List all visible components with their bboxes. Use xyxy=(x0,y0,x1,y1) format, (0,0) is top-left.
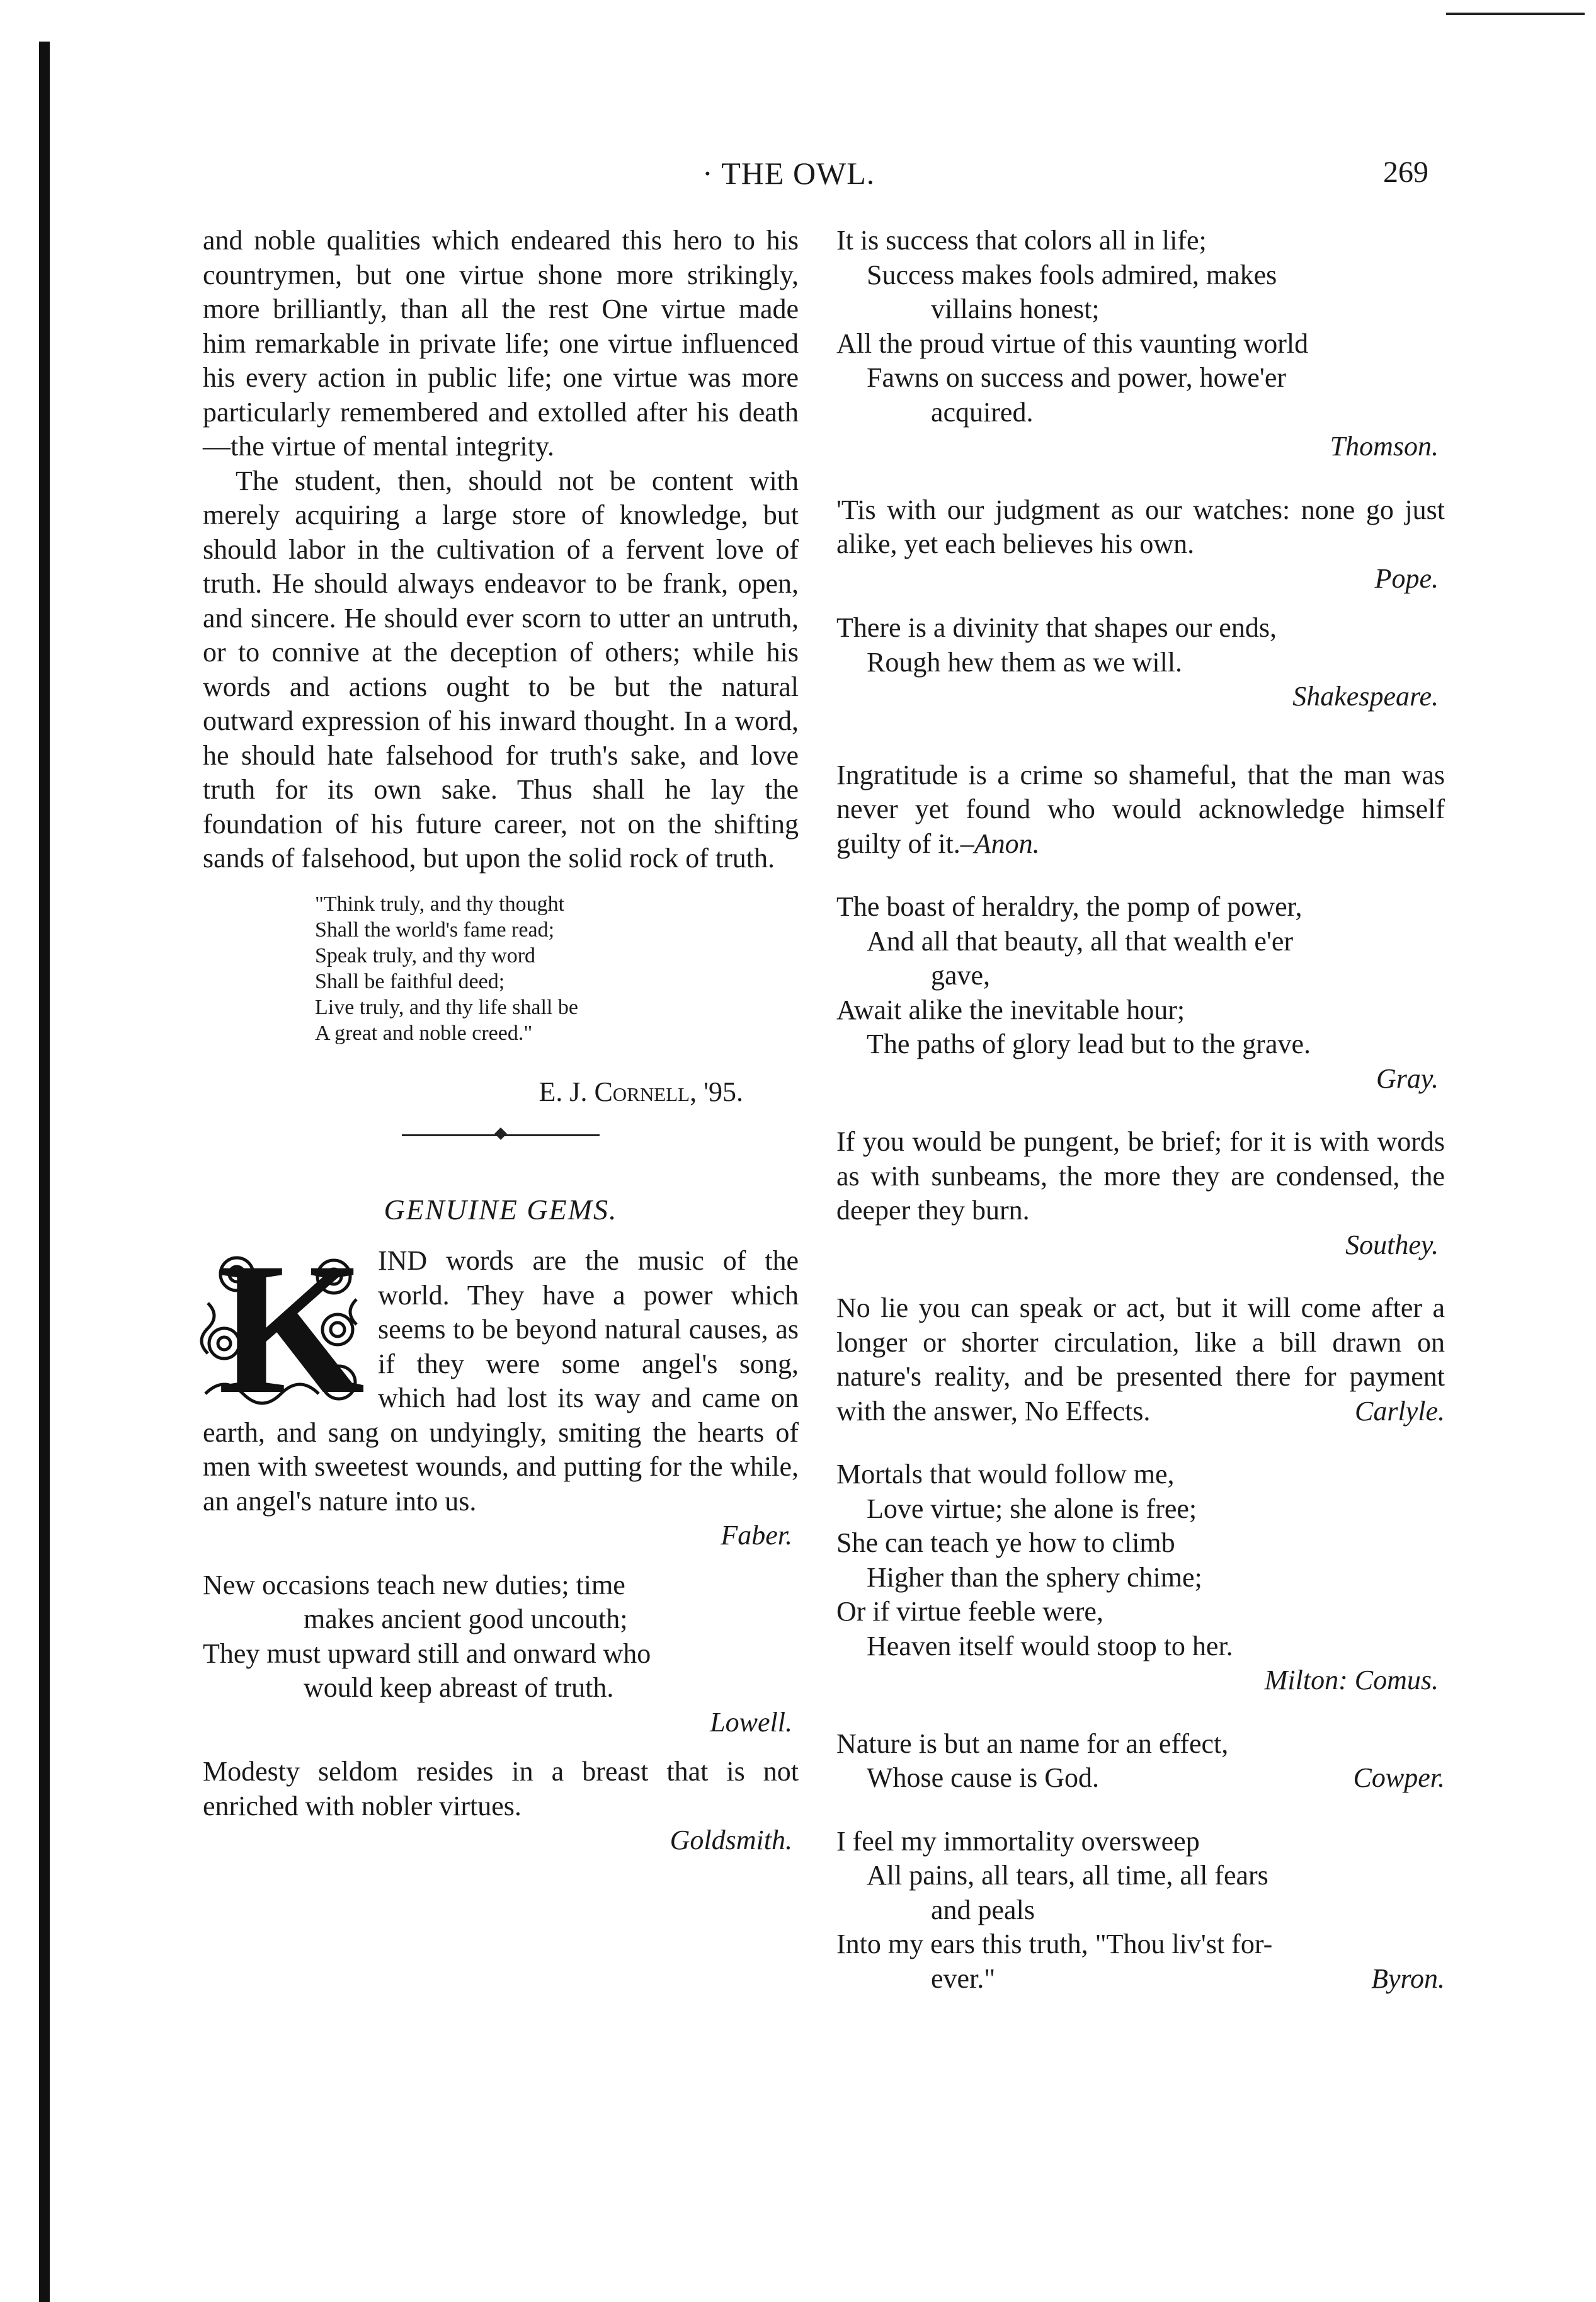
carlyle-quote xyxy=(836,1291,1445,1428)
attribution: –Anon. xyxy=(960,828,1040,859)
signature-name: Cornell xyxy=(594,1076,690,1107)
quote-line xyxy=(836,1962,1445,1997)
quote-line: They must upward still and onward who xyxy=(203,1638,651,1669)
quote-line: Nature is but an name for an effect, xyxy=(836,1728,1229,1759)
dropcap-letter: K xyxy=(218,1224,365,1433)
quote-line: I feel my immortality oversweep xyxy=(836,1825,1200,1857)
quote-text: ever." xyxy=(931,1963,996,1994)
attribution: Southey. xyxy=(1345,1229,1439,1260)
quote-line: Or if virtue feeble were, xyxy=(836,1596,1103,1627)
quote-line: Await alike the inevitable hour; xyxy=(836,994,1185,1025)
top-rule xyxy=(1446,13,1585,15)
continued-paragraph: and noble qualities which endeared this hero to his countrymen, but one virtue shone more strikingly, more brilliantly, than all the rest One virtue made him remarkable in private life; one virtue influenced his every action in public life; one virtue was more particularly remembered and extolled after his death—the virtue of mental integrity. xyxy=(203,225,799,462)
page-binding-edge xyxy=(39,42,50,2302)
lowell-quote xyxy=(203,1568,799,1706)
quote-line: New occasions teach new duties; time xyxy=(203,1569,625,1600)
dropcap xyxy=(199,1224,369,1433)
quote-line: Success makes fools admired, makes xyxy=(867,259,1277,290)
shakespeare-quote xyxy=(836,611,1445,680)
quote-line: It is success that colors all in life; xyxy=(836,225,1207,256)
section-title: GENUINE GEMS. xyxy=(384,1194,618,1226)
carlyle-text: No lie you can speak or act, but it will come after a longer or shorter circulation, like a bill drawn on nature's reality, and be presented there for payment with the answer, No Effects. xyxy=(836,1292,1445,1427)
verse-line: Speak truly, and thy word xyxy=(315,943,536,967)
quote-line: Mortals that would follow me, xyxy=(836,1459,1175,1490)
attribution: Cowper. xyxy=(1353,1762,1445,1793)
signature-year: , '95. xyxy=(690,1076,743,1107)
author-signature xyxy=(203,1075,799,1110)
southey-quote: If you would be pungent, be brief; for it is with words as with sunbeams, the more they are condensed, the deeper they burn. xyxy=(836,1126,1445,1226)
quote-line: villains honest; xyxy=(931,293,1100,324)
quote-line: And all that beauty, all that wealth e'er xyxy=(867,925,1294,957)
student-paragraph: The student, then, should not be content with merely acquiring a large store of knowledge, but should labor in the cultivation of a fervent love of truth. He should always endeavor to be frank, open, and sincere. He should ever scorn to utter an untruth, or to connive at the deception of others; while his words and actions ought to be but the natural outward expression of his inward thought. In a word, he should hate falsehood for truth's sake, and love truth for its own sake. Thus shall he lay the foundation of his future career, not on the shifting sands of falsehood, but upon the solid rock of truth. xyxy=(203,465,799,874)
right-column xyxy=(836,224,1445,1996)
quote-line: She can teach ye how to climb xyxy=(836,1527,1175,1558)
quote-line: Into my ears this truth, "Thou liv'st for- xyxy=(836,1929,1273,1959)
quote-line: acquired. xyxy=(931,396,1034,428)
attribution: Gray. xyxy=(1376,1063,1439,1094)
quote-line: Fawns on success and power, howe'er xyxy=(867,362,1286,393)
page-number: 269 xyxy=(1383,156,1428,189)
closing-verse xyxy=(203,891,799,1046)
quote-line: All pains, all tears, all time, all fears xyxy=(867,1860,1268,1891)
quote-line: All the proud virtue of this vaunting world xyxy=(836,328,1309,359)
attribution: Faber. xyxy=(721,1520,792,1551)
attribution: Goldsmith. xyxy=(670,1825,792,1855)
quote-text: Whose cause is God. xyxy=(867,1762,1100,1793)
quote-line xyxy=(836,1761,1445,1796)
attribution: Shakespeare. xyxy=(1292,681,1439,712)
cowper-quote xyxy=(836,1727,1445,1796)
verse-line: Shall the world's fame read; xyxy=(315,918,555,942)
quote-line: gave, xyxy=(931,960,991,991)
anon-text: Ingratitude is a crime so shameful, that the man was never yet found who would acknowledge himself guilty of it. xyxy=(836,759,1445,859)
section-divider xyxy=(203,1109,799,1147)
byron-quote xyxy=(836,1825,1445,1997)
attribution: Pope. xyxy=(1374,562,1439,594)
quote-line: and peals xyxy=(931,1894,1035,1925)
quote-line: The paths of glory lead but to the grave. xyxy=(867,1028,1311,1059)
modesty-quote: Modesty seldom resides in a breast that is not enriched with nobler virtues. xyxy=(203,1756,799,1821)
anon-quote xyxy=(836,758,1445,862)
quote-line: makes ancient good uncouth; xyxy=(304,1604,628,1634)
quote-line: Love virtue; she alone is free; xyxy=(867,1493,1197,1524)
pope-quote: 'Tis with our judgment as our watches: none go just alike, yet each believes his own. xyxy=(836,494,1445,559)
verse-line: A great and noble creed." xyxy=(315,1021,533,1045)
left-column xyxy=(203,224,799,1858)
quote-line: would keep abreast of truth. xyxy=(304,1672,614,1703)
gray-quote xyxy=(836,890,1445,1062)
gems-paragraph: IND words are the music of the world. They have a power which seems to be beyond natural causes, as if they were some angel's song, which had lost its way and came on earth, and sang on undyingly, smiting the hearts of men with sweetest wounds, and putting for the while, an angel's nature into us. xyxy=(203,1245,799,1517)
page-title: · THE OWL. xyxy=(702,156,875,191)
quote-line: There is a divinity that shapes our ends, xyxy=(836,612,1277,643)
quote-line: Higher than the sphery chime; xyxy=(867,1561,1202,1593)
verse-line: Shall be faithful deed; xyxy=(315,969,505,993)
thomson-quote xyxy=(836,224,1445,430)
quote-line: Heaven itself would stoop to her. xyxy=(867,1630,1233,1661)
milton-quote xyxy=(836,1457,1445,1663)
verse-line: "Think truly, and thy thought xyxy=(315,892,565,916)
gems-intro xyxy=(203,1224,799,1519)
quote-line: Rough hew them as we will. xyxy=(867,646,1183,678)
attribution: Lowell. xyxy=(710,1706,792,1738)
attribution: Milton: Comus. xyxy=(1264,1665,1439,1695)
signature-initials: E. J. xyxy=(539,1076,595,1107)
quote-line: The boast of heraldry, the pomp of power, xyxy=(836,891,1302,922)
verse-line: Live truly, and thy life shall be xyxy=(315,995,578,1019)
attribution: Byron. xyxy=(1371,1963,1445,1994)
attribution: Carlyle. xyxy=(1355,1395,1445,1427)
attribution: Thomson. xyxy=(1330,431,1439,462)
